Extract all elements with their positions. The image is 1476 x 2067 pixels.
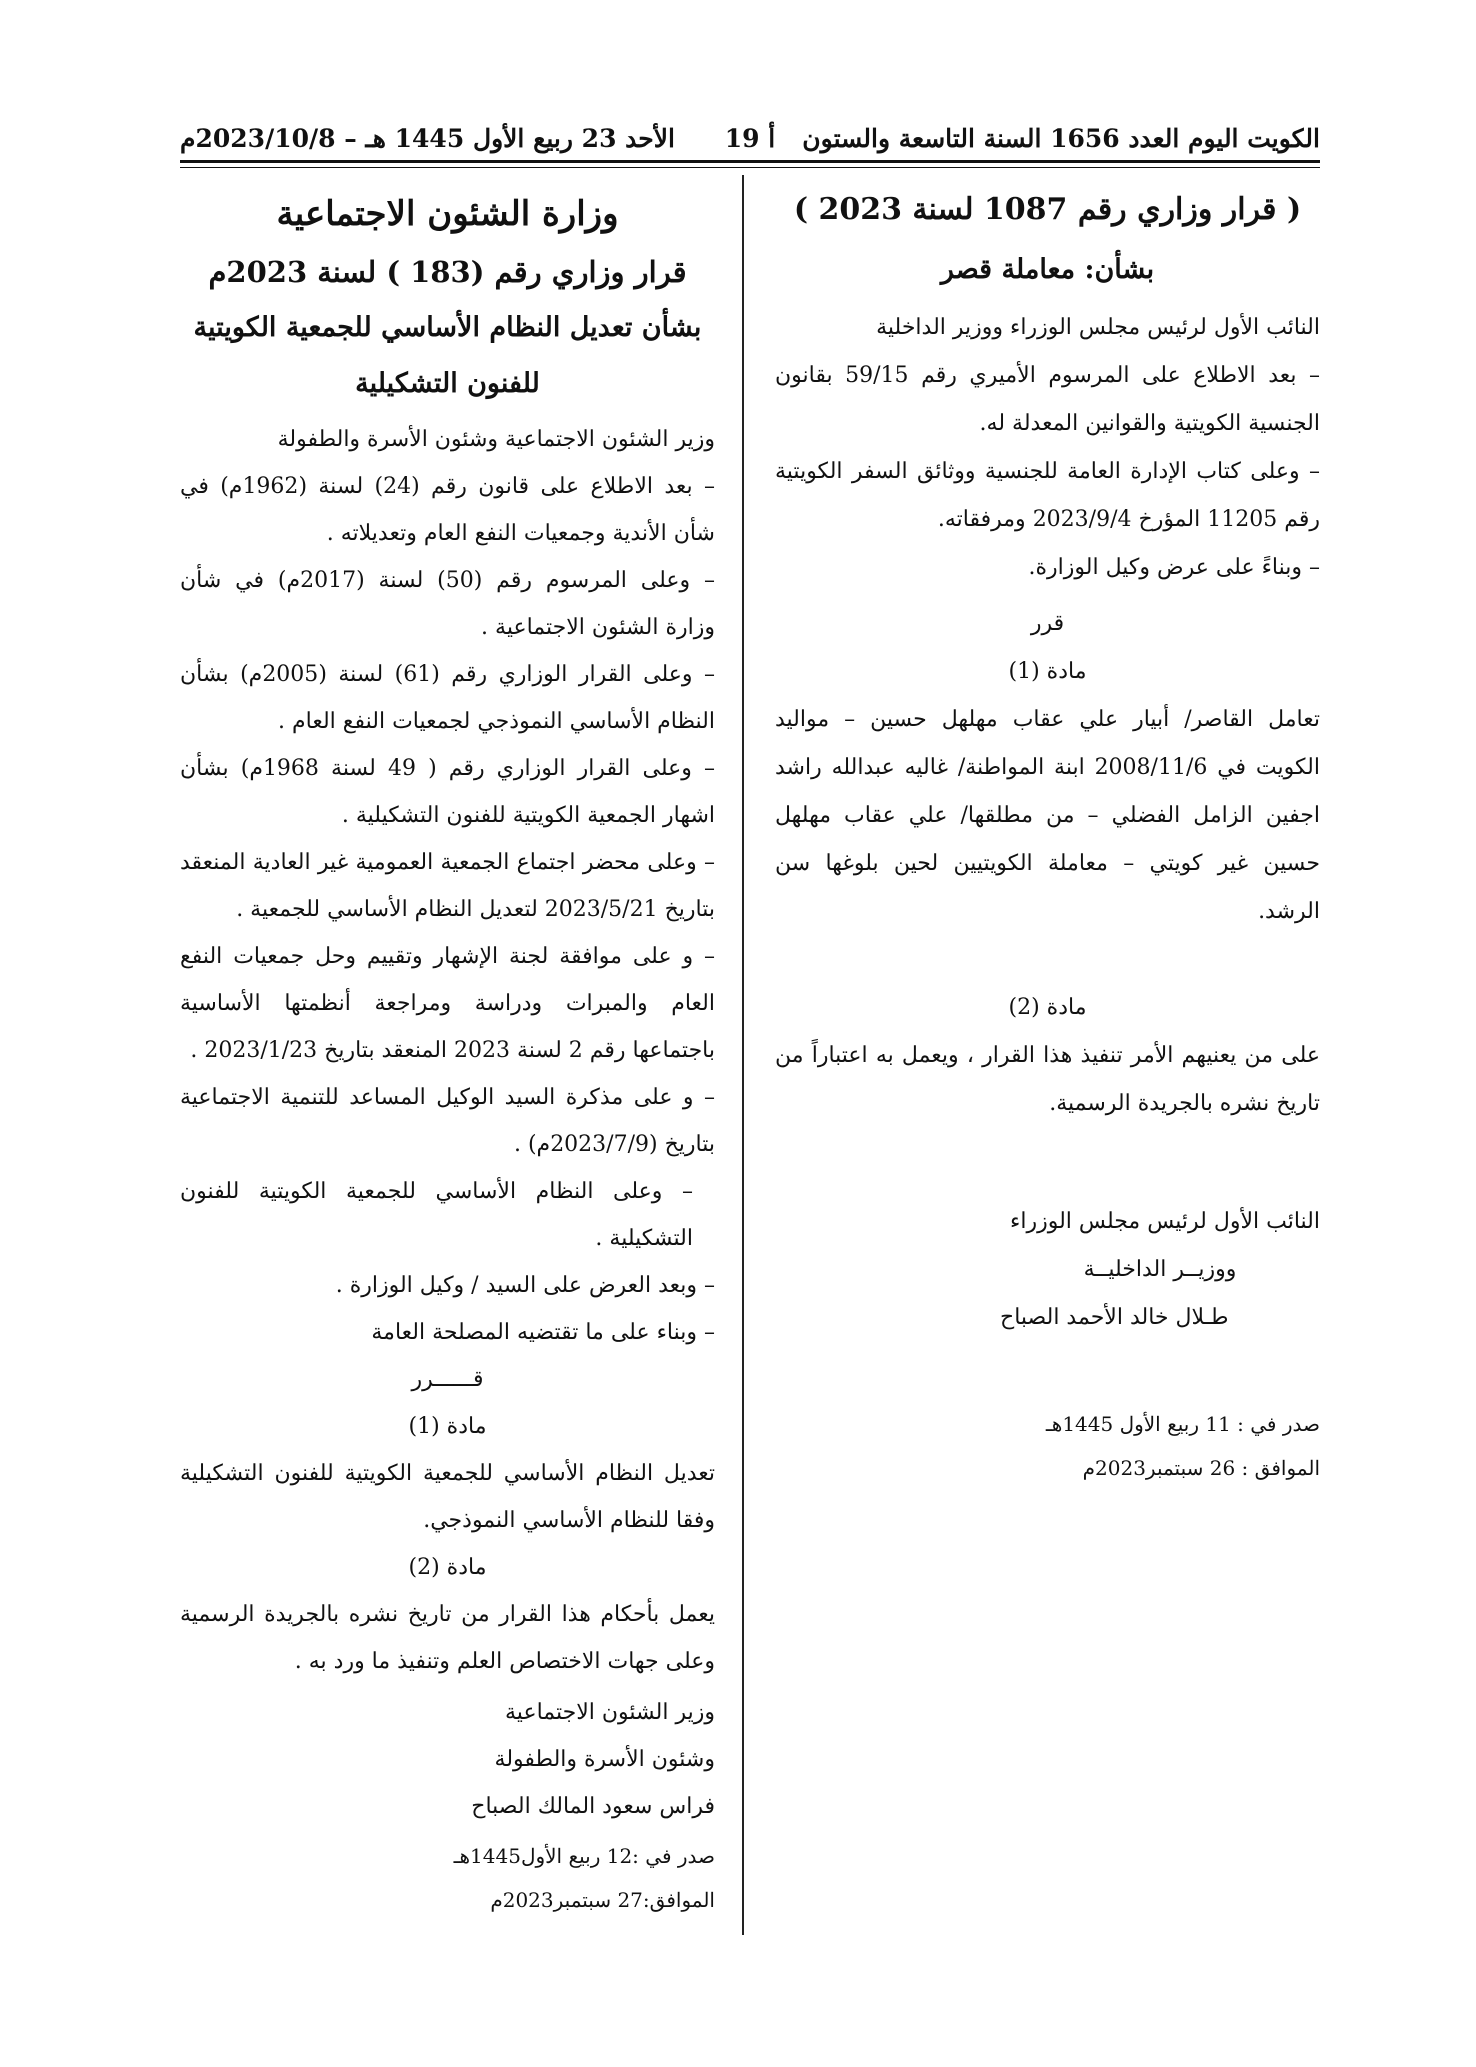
- preamble-item: – وبعد العرض على السيد / وكيل الوزارة .: [335, 1273, 715, 1298]
- article-1-text: تعامل القاصر/ أبيار علي عقاب مهلهل حسين – مواليد الكويت في 2008/11/6 ابنة المواطنة/ غاليه عبدالله راشد اجفين الزامل الفضلي – من مطلقها/ علي عقاب مهلهل حسين غير كويتي – معاملة الكويتيين لحين بلوغها سن الرشد.: [775, 707, 1320, 924]
- preamble-item: – وعلى المرسوم رقم (50) لسنة (2017م) في شأن وزارة الشئون الاجتماعية .: [180, 568, 715, 640]
- decree-subject: بشأن: معاملة قصر: [940, 254, 1155, 285]
- preamble-item: – وبناء على ما تقتضيه المصلحة العامة: [371, 1320, 715, 1345]
- issue-date: صدر في :12 ربيع الأول1445هـ: [453, 1844, 715, 1868]
- decree-title: قرار وزاري رقم (183 ) لسنة 2023م: [208, 255, 687, 289]
- issue-date: صدر في : 11 ربيع الأول 1445هـ: [1045, 1412, 1320, 1436]
- issuer-line: وزير الشئون الاجتماعية وشئون الأسرة والطفولة: [277, 427, 715, 452]
- decided-heading: قــــــرر: [411, 1367, 484, 1392]
- corresponding-date: الموافق:27 سبتمبر2023م: [490, 1888, 715, 1912]
- issue-date-block: [180, 1834, 715, 1922]
- left-column: [180, 180, 715, 1922]
- article-2-text: يعمل بأحكام هذا القرار من تاريخ نشره بالجريدة الرسمية وعلى جهات الاختصاص العلم وتنفيذ ما ورد به .: [180, 1602, 715, 1674]
- preamble-item: – وعلى القرار الوزاري رقم (61) لسنة (2005م) بشأن النظام الأساسي النموذجي لجمعيات النفع العام .: [180, 662, 715, 734]
- preamble-item: – وبناءً على عرض وكيل الوزارة.: [1028, 555, 1320, 580]
- issue-date-block: [775, 1402, 1320, 1490]
- decided-heading: قرر: [1030, 611, 1065, 636]
- article-1-heading: مادة (1): [1008, 659, 1087, 684]
- header-page-number: أ 19: [724, 123, 776, 153]
- right-column: [775, 180, 1320, 1490]
- signature-line: ووزيــر الداخليــة: [1083, 1257, 1237, 1282]
- article-2-heading: مادة (2): [408, 1555, 487, 1580]
- signature-line: وزير الشئون الاجتماعية: [505, 1700, 715, 1725]
- preamble-item: – وعلى القرار الوزاري رقم ( 49 لسنة 1968م) بشأن اشهار الجمعية الكويتية للفنون التشكيلية .: [180, 756, 715, 828]
- header-issue-info: الكويت اليوم العدد 1656 السنة التاسعة والستون: [802, 123, 1320, 153]
- header-date: الأحد 23 ربيع الأول 1445 هـ – 2023/10/8م: [180, 123, 675, 153]
- column-divider: [742, 175, 744, 1935]
- header-rule-thin: [180, 167, 1320, 168]
- preamble-item: – وعلى كتاب الإدارة العامة للجنسية ووثائق السفر الكويتية رقم 11205 المؤرخ 2023/9/4 ومرفقاته.: [775, 459, 1320, 532]
- preamble-item: – بعد الاطلاع على المرسوم الأميري رقم 59/15 بقانون الجنسية الكويتية والقوانين المعدلة له.: [775, 363, 1321, 436]
- issuer-line: النائب الأول لرئيس مجلس الوزراء ووزير الداخلية: [876, 315, 1320, 340]
- preamble-item: – وعلى النظام الأساسي للجمعية الكويتية للفنون التشكيلية .: [180, 1179, 693, 1251]
- preamble-item: – و على مذكرة السيد الوكيل المساعد للتنمية الاجتماعية بتاريخ (2023/7/9م) .: [180, 1085, 715, 1157]
- article-1-heading: مادة (1): [408, 1414, 487, 1439]
- article-2-text: على من يعنيهم الأمر تنفيذ هذا القرار ، ويعمل به اعتباراً من تاريخ نشره بالجريدة الرسمية.: [775, 1043, 1320, 1116]
- preamble-item: – و على موافقة لجنة الإشهار وتقييم وحل جمعيات النفع العام والمبرات ودراسة ومراجعة أنظمتها الأساسية باجتماعها رقم 2 لسنة 2023 المنعقد بتاريخ 2023/1/23 .: [180, 944, 715, 1063]
- preamble-item: – وعلى محضر اجتماع الجمعية العمومية غير العادية المنعقد بتاريخ 2023/5/21 لتعديل النظام الأساسي للجمعية .: [180, 850, 715, 922]
- header-rule-thick: [180, 160, 1320, 163]
- article-2-heading: مادة (2): [1008, 995, 1087, 1020]
- decree-title: ( قرار وزاري رقم 1087 لسنة 2023 ): [793, 192, 1302, 227]
- signature-line: وشئون الأسرة والطفولة: [494, 1747, 715, 1772]
- decree-subject: بشأن تعديل النظام الأساسي للجمعية الكويتية للفنون التشكيلية: [193, 312, 702, 399]
- signature-block: [180, 1689, 715, 1830]
- signature-block: [1000, 1198, 1320, 1342]
- signature-name: فراس سعود المالك الصباح: [471, 1794, 715, 1819]
- preamble-item: – بعد الاطلاع على قانون رقم (24) لسنة (1962م) في شأن الأندية وجمعيات النفع العام وتعديلاته .: [180, 474, 715, 546]
- corresponding-date: الموافق : 26 سبتمبر2023م: [1082, 1456, 1320, 1480]
- page-header: [180, 118, 1320, 158]
- article-1-text: تعديل النظام الأساسي للجمعية الكويتية للفنون التشكيلية وفقا للنظام الأساسي النموذجي.: [180, 1461, 715, 1533]
- ministry-name: وزارة الشئون الاجتماعية: [276, 194, 619, 234]
- signature-name: طـلال خالد الأحمد الصباح: [1000, 1305, 1229, 1330]
- signature-line: النائب الأول لرئيس مجلس الوزراء: [1010, 1209, 1320, 1234]
